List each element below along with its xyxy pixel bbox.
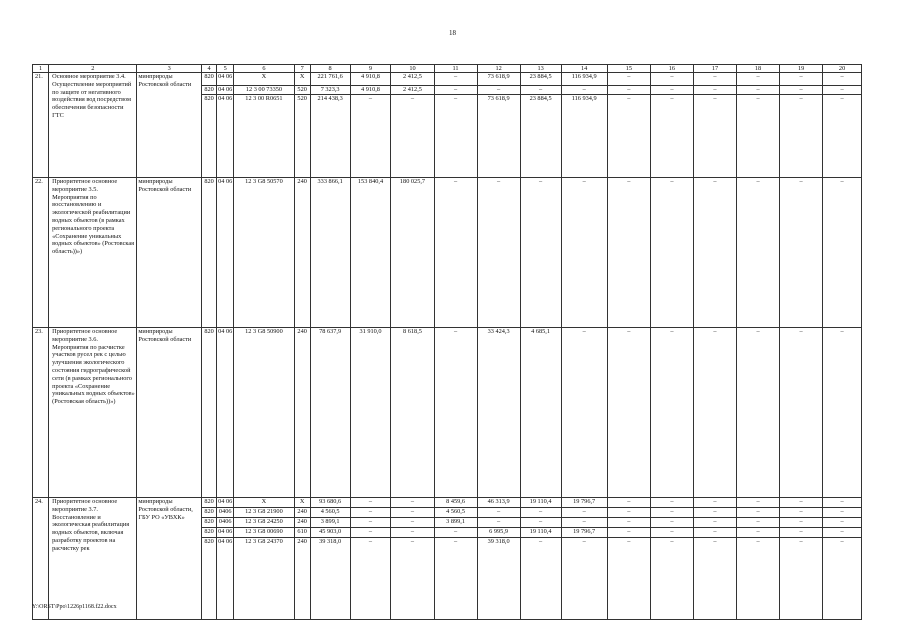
value-cell: 73 618,9	[477, 95, 520, 178]
value-cell: 820	[202, 178, 217, 328]
table-row	[33, 328, 862, 498]
activity-name: Приоритетное основное мероприятие 3.6. Мероприятия по расчистке участков русел рек с целью улучшения экологического состояния гидрографической сети (в рамках регионального проекта «Сохранение уникальных водных объектов» (Ростовская область))»)	[49, 328, 137, 498]
header-cell: 12	[477, 65, 520, 73]
value-cell: 0406	[217, 508, 234, 518]
value-cell: –	[607, 518, 650, 528]
value-cell: –	[520, 508, 561, 518]
value-cell: 23 884,5	[520, 95, 561, 178]
header-cell: 14	[561, 65, 607, 73]
value-cell: –	[823, 328, 862, 498]
value-cell: –	[650, 538, 693, 620]
value-cell: 04 06	[217, 328, 234, 498]
value-cell: –	[520, 538, 561, 620]
value-cell: –	[780, 518, 823, 528]
value-cell: 820	[202, 518, 217, 528]
row-number: 24.	[33, 498, 49, 620]
value-cell: –	[434, 538, 477, 620]
value-cell: 23 884,5	[520, 73, 561, 86]
value-cell: Х	[294, 73, 310, 86]
value-cell: –	[780, 73, 823, 86]
value-cell: –	[780, 86, 823, 95]
value-cell: 04 06	[218, 86, 233, 93]
value-cell: –	[561, 518, 607, 528]
value-cell: –	[823, 498, 862, 508]
value-cell: 39 318,0	[477, 538, 520, 620]
value-cell: –	[693, 178, 736, 328]
value-cell: 820	[202, 95, 217, 178]
header-cell: 9	[350, 65, 391, 73]
value-cell: –	[391, 538, 434, 620]
value-cell: 19 110,4	[520, 528, 561, 538]
value-cell: –	[693, 518, 736, 528]
value-cell: 520	[294, 95, 310, 178]
header-cell: 8	[310, 65, 350, 73]
header-row	[33, 65, 862, 73]
value-cell: 78 637,9	[310, 328, 350, 498]
value-cell: –	[737, 518, 780, 528]
value-cell: –	[693, 538, 736, 620]
value-cell: –	[607, 95, 650, 178]
value-cell: –	[737, 328, 780, 498]
header-cell: 13	[520, 65, 561, 73]
value-cell: Х	[234, 73, 294, 86]
value-cell: 4 910,8	[350, 86, 391, 95]
value-cell: –	[693, 498, 736, 508]
value-cell: –	[823, 508, 862, 518]
value-cell: –	[350, 538, 391, 620]
header-cell: 20	[823, 65, 862, 73]
value-cell: 7 323,3	[310, 86, 350, 95]
value-cell: –	[561, 178, 607, 328]
row-number: 22.	[33, 178, 49, 328]
value-cell: 04 06	[217, 498, 234, 508]
value-cell: –	[780, 508, 823, 518]
value-cell: –	[780, 528, 823, 538]
value-cell: 12 3 00 R0651	[234, 95, 294, 178]
value-cell: 3 899,1	[434, 518, 477, 528]
value-cell: –	[391, 518, 434, 528]
value-cell: 214 438,3	[310, 95, 350, 178]
value-cell: –	[823, 538, 862, 620]
value-cell: 3 899,1	[310, 518, 350, 528]
value-cell: 46 313,9	[477, 498, 520, 508]
value-cell: 820	[202, 528, 217, 538]
value-cell: 4 560,5	[434, 508, 477, 518]
value-cell: 12 3 G8 50900	[234, 328, 294, 498]
header-cell: 18	[737, 65, 780, 73]
value-cell: 8 459,6	[434, 498, 477, 508]
value-cell: 93 680,6	[310, 498, 350, 508]
header-cell: 19	[780, 65, 823, 73]
value-cell: 2 412,5	[391, 73, 434, 86]
value-cell: –	[434, 95, 477, 178]
value-cell: –	[823, 528, 862, 538]
header-cell: 1	[33, 65, 49, 73]
value-cell: 8 618,5	[391, 328, 434, 498]
value-cell: –	[737, 178, 780, 328]
value-cell: 19 796,7	[561, 528, 607, 538]
value-cell: –	[477, 86, 520, 95]
value-cell: –	[350, 528, 391, 538]
value-cell: –	[780, 328, 823, 498]
value-cell: 820	[202, 498, 217, 508]
value-cell: 820	[202, 73, 217, 86]
executor: минприроды Ростовской области	[137, 328, 202, 498]
value-cell: Х	[294, 498, 310, 508]
value-cell: –	[650, 498, 693, 508]
value-cell: –	[391, 508, 434, 518]
value-cell: 180 025,7	[391, 178, 434, 328]
header-cell: 11	[434, 65, 477, 73]
value-cell: –	[650, 518, 693, 528]
value-cell: –	[607, 508, 650, 518]
value-cell: –	[693, 508, 736, 518]
value-cell: –	[520, 86, 561, 95]
executor: минприроды Ростовской области, ГБУ РО «УВХК»	[137, 498, 202, 620]
value-cell: –	[391, 95, 434, 178]
value-cell: –	[737, 73, 780, 86]
value-cell: –	[823, 86, 862, 95]
value-cell: –	[737, 498, 780, 508]
activity-name: Основное мероприятие 3.4. Осуществление мероприятий по защите от негативного воздействия вод посредством обеспечения безопасности ГТС	[49, 73, 137, 178]
header-cell: 5	[217, 65, 234, 73]
budget-table	[32, 64, 862, 620]
value-cell: 0406	[217, 518, 234, 528]
value-cell: –	[737, 95, 780, 178]
value-cell: 610	[294, 528, 310, 538]
value-cell: 12 3 G8 50570	[234, 178, 294, 328]
value-cell: –	[607, 178, 650, 328]
value-cell: 820	[202, 508, 217, 518]
value-cell: 116 934,9	[561, 73, 607, 86]
value-cell: 04 06	[217, 95, 234, 178]
value-cell: 240	[294, 328, 310, 498]
value-cell: –	[391, 528, 434, 538]
value-cell: –	[650, 508, 693, 518]
value-cell: –	[737, 86, 780, 95]
value-cell: –	[650, 528, 693, 538]
value-cell: 6 995,9	[477, 528, 520, 538]
value-cell: 240	[294, 518, 310, 528]
row-number: 23.	[33, 328, 49, 498]
value-cell: 19 110,4	[520, 498, 561, 508]
value-cell: 820	[202, 328, 217, 498]
value-cell: –	[650, 178, 693, 328]
value-cell: –	[780, 498, 823, 508]
footer-file-path: Y:\ORST\Ppo\1226p1168.f22.docx	[32, 604, 117, 610]
header-cell: 10	[391, 65, 434, 73]
value-cell: 240	[294, 508, 310, 518]
value-cell: –	[650, 86, 693, 95]
header-cell: 6	[234, 65, 294, 73]
value-cell: –	[391, 498, 434, 508]
value-cell: 820	[202, 538, 217, 620]
activity-name: Приоритетное основное мероприятие 3.7. Восстановление и экологическая реабилитация водных объектов, включая разработку проектов на расчистку рек	[49, 498, 137, 620]
value-cell: –	[823, 95, 862, 178]
value-cell: –	[780, 538, 823, 620]
table-row	[33, 73, 862, 86]
value-cell: –	[693, 73, 736, 86]
table-row	[33, 498, 862, 508]
header-cell: 2	[49, 65, 137, 73]
value-cell: –	[693, 328, 736, 498]
value-cell: 221 761,6	[310, 73, 350, 86]
value-cell: –	[607, 538, 650, 620]
header-cell: 16	[650, 65, 693, 73]
value-cell: –	[477, 508, 520, 518]
value-cell: 31 910,0	[350, 328, 391, 498]
value-cell: –	[780, 178, 823, 328]
value-cell: 04 06	[217, 178, 234, 328]
value-cell: –	[477, 178, 520, 328]
value-cell: –	[607, 73, 650, 86]
page-number: 18	[449, 29, 456, 37]
value-cell: –	[561, 328, 607, 498]
value-cell: –	[350, 518, 391, 528]
value-cell: –	[607, 528, 650, 538]
value-cell: 4 560,5	[310, 508, 350, 518]
row-number: 21.	[33, 73, 49, 178]
value-cell: –	[650, 73, 693, 86]
executor: минприроды Ростовской области	[137, 73, 202, 178]
activity-name: Приоритетное основное мероприятие 3.5. Мероприятия по восстановлению и экологической реабилитации водных объектов (в рамках регионального проекта «Сохранение уникальных водных объектов» (Ростовская область))»)	[49, 178, 137, 328]
value-cell: 12 3 G8 00690	[234, 528, 294, 538]
value-cell: 240	[294, 538, 310, 620]
value-cell: 4 910,8	[350, 73, 391, 86]
value-cell: 116 934,9	[561, 95, 607, 178]
value-cell: –	[561, 508, 607, 518]
value-cell: 33 424,3	[477, 328, 520, 498]
value-cell: 4 685,1	[520, 328, 561, 498]
value-cell: 12 3 G8 24250	[234, 518, 294, 528]
value-cell: 12 3 00 73350	[234, 86, 294, 95]
value-cell: –	[350, 508, 391, 518]
value-cell: –	[737, 508, 780, 518]
value-cell: –	[607, 498, 650, 508]
value-cell: –	[823, 73, 862, 86]
value-cell: 39 318,0	[310, 538, 350, 620]
header-cell: 17	[693, 65, 736, 73]
value-cell: –	[350, 95, 391, 178]
value-cell: –	[737, 538, 780, 620]
value-cell: –	[434, 86, 477, 95]
value-cell: 04 06	[217, 73, 234, 86]
value-cell: –	[693, 86, 736, 95]
value-cell: Х	[234, 498, 294, 508]
value-cell: –	[650, 328, 693, 498]
value-cell: –	[477, 518, 520, 528]
value-cell: 73 618,9	[477, 73, 520, 86]
value-cell: 153 840,4	[350, 178, 391, 328]
value-cell: –	[350, 498, 391, 508]
value-cell: –	[434, 178, 477, 328]
value-cell: –	[737, 528, 780, 538]
value-cell: –	[561, 538, 607, 620]
value-cell: 19 796,7	[561, 498, 607, 508]
value-cell: –	[434, 528, 477, 538]
value-cell: 45 903,0	[310, 528, 350, 538]
value-cell: 04 06	[217, 528, 234, 538]
value-cell: –	[823, 178, 862, 328]
value-cell: 12 3 G8 24370	[234, 538, 294, 620]
value-cell: –	[607, 86, 650, 95]
value-cell: –	[434, 328, 477, 498]
value-cell: –	[823, 518, 862, 528]
header-cell: 7	[294, 65, 310, 73]
header-cell: 4	[202, 65, 217, 73]
value-cell: 520	[294, 86, 310, 95]
value-cell: 820	[202, 86, 217, 95]
value-cell: –	[520, 518, 561, 528]
value-cell: –	[607, 328, 650, 498]
value-cell: –	[650, 95, 693, 178]
value-cell: 333 866,1	[310, 178, 350, 328]
header-cell: 15	[607, 65, 650, 73]
executor: минприроды Ростовской области	[137, 178, 202, 328]
value-cell: 04 06	[217, 538, 234, 620]
header-cell: 3	[137, 65, 202, 73]
table-row	[33, 178, 862, 328]
value-cell: 2 412,5	[391, 86, 434, 95]
value-cell: –	[780, 95, 823, 178]
value-cell: –	[434, 73, 477, 86]
value-cell: –	[693, 95, 736, 178]
value-cell: 12 3 G8 21900	[234, 508, 294, 518]
value-cell: 240	[294, 178, 310, 328]
value-cell: –	[693, 528, 736, 538]
value-cell: –	[561, 86, 607, 95]
value-cell: –	[520, 178, 561, 328]
